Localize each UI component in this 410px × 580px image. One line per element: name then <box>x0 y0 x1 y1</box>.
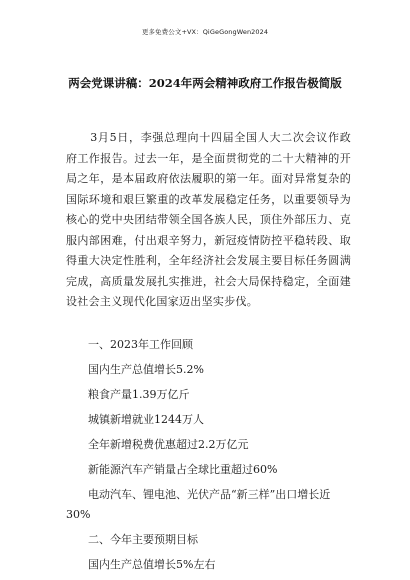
list-item: 电动汽车、锂电池、光伏产品“新三样”出口增长近 <box>88 488 331 501</box>
section-heading: 二、今年主要预期目标 <box>88 533 198 546</box>
list-item-continuation: 30% <box>66 508 91 521</box>
document-title: 两会党课讲稿：2024年两会精神政府工作报告极简版 <box>68 76 342 90</box>
list-item: 国内生产总值增长5.2% <box>88 363 204 376</box>
list-item: 新能源汽车产销量占全球比重超过60% <box>88 463 278 476</box>
intro-paragraph: 3月5日，李强总理向十四届全国人大二次会议作政府工作报告。过去一年，是全面贯彻党的二十大精神的开局之年，是本届政府依法履职的第一年。面对异常复杂的国际环境和艰巨繁重的改革发展稳定任务，以重要领导为核心的党中央团结带领全国各族人民，顶住外部压力、克服内部困难，付出艰辛努力，新冠疫情防控平稳转段、取得重大决定性胜利，全年经济社会发展主要目标任务圆满完成，高质量发展扎实推进，社会大局保持稳定，全面建设社会主义现代化国家迈出坚实步伐。 <box>66 131 351 308</box>
list-item: 全年新增税费优惠超过2.2万亿元 <box>88 438 249 451</box>
header-note: 更多免费公文+VX：QiGeGongWen2024 <box>141 28 269 36</box>
list-item: 城镇新增就业1244万人 <box>88 413 204 426</box>
section-heading: 一、2023年工作回顾 <box>88 338 193 351</box>
list-item: 国内生产总值增长5%左右 <box>88 558 216 571</box>
list-item: 粮食产量1.39万亿斤 <box>88 388 190 401</box>
